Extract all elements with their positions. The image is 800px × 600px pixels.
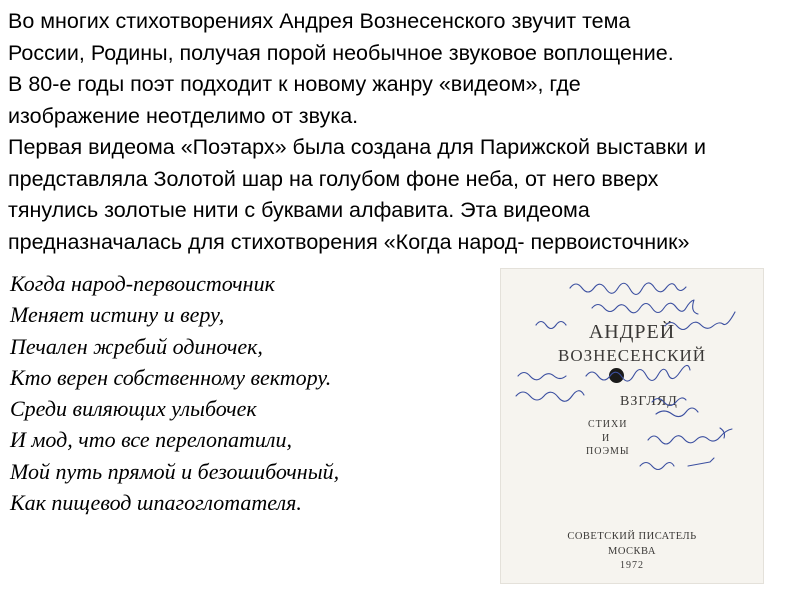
poem-line: Среди виляющих улыбочек: [10, 396, 257, 422]
intro-text: [8, 6, 796, 258]
book-subtitle-narratives: ПОЭМЫ: [586, 446, 630, 457]
book-subtitle-and: И: [602, 433, 610, 444]
intro-line: России, Родины, получая порой необычное звуковое воплощение.: [8, 40, 674, 65]
poem-line: Как пищевод шпагоглотателя.: [10, 490, 302, 516]
book-year: 1972: [620, 560, 644, 571]
poem-line: Печален жребий одиночек,: [10, 333, 263, 359]
poem: [10, 268, 490, 518]
book-author-name: АНДРЕЙ: [588, 321, 676, 343]
poem-line: Мой путь прямой и безошибочный,: [10, 458, 340, 484]
intro-line: Во многих стихотворениях Андрея Вознесенского звучит тема: [8, 9, 631, 33]
handwritten-dedication: [500, 268, 764, 584]
book-publisher: СОВЕТСКИЙ ПИСАТЕЛЬ: [567, 531, 697, 542]
poem-line: Меняет истину и веру,: [10, 302, 225, 328]
poem-line: И мод, что все перелопатили,: [10, 427, 292, 453]
intro-line: изображение неотделимо от звука.: [8, 103, 359, 128]
intro-line: В 80-е годы поэт подходит к новому жанру «видеом», где: [8, 72, 581, 96]
poem-line: Кто верен собственному вектору.: [10, 364, 332, 390]
intro-line: предназначалась для стихотворения «Когда народ- первоисточник»: [8, 229, 690, 254]
book-title: ВЗГЛЯД: [620, 394, 678, 409]
book-title-page-photo: [500, 268, 764, 584]
book-subtitle-poems: СТИХИ: [588, 419, 628, 430]
intro-line: представляла Золотой шар на голубом фоне неба, от него вверх: [8, 166, 659, 191]
book-city: МОСКВА: [608, 546, 656, 557]
book-author-surname: ВОЗНЕСЕНСКИЙ: [557, 346, 707, 365]
poem-line: Когда народ-первоисточник: [10, 271, 275, 296]
intro-line: тянулись золотые нити с буквами алфавита. Эта видеома: [8, 198, 590, 222]
intro-line: Первая видеома «Поэтарх» была создана для Парижской выставки и: [8, 135, 707, 159]
